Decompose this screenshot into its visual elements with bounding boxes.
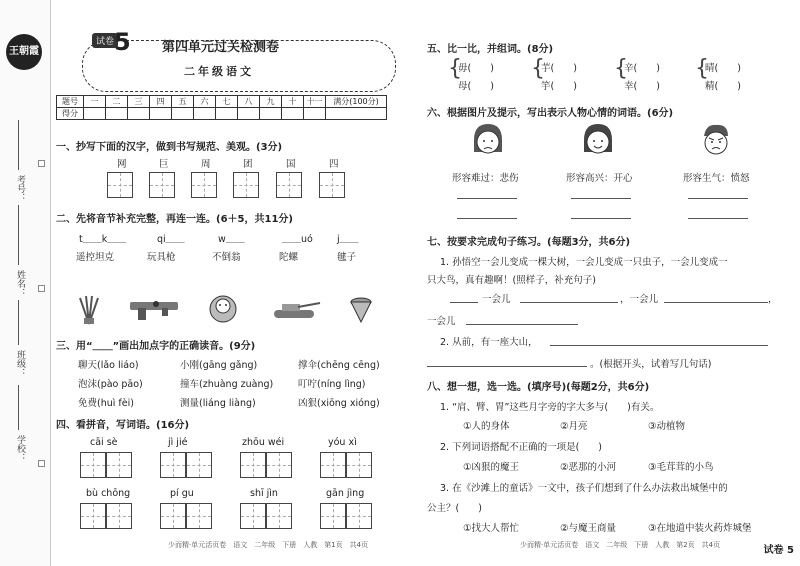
- mood-hint: 形容生气：愤怒: [683, 173, 750, 184]
- score-cell[interactable]: [216, 108, 238, 120]
- score-cell[interactable]: [304, 108, 326, 120]
- score-header-cell: 十一: [304, 96, 326, 108]
- toy-word: 遥控坦克: [76, 252, 115, 263]
- question-text: ，: [768, 294, 778, 305]
- binding-hole: [38, 160, 45, 167]
- mood-hint: 形容高兴：开心: [566, 173, 633, 184]
- compare-word[interactable]: 芋( ): [541, 63, 577, 74]
- pinyin-prompt: yóu xì: [328, 437, 357, 448]
- copy-char: 国: [286, 159, 296, 170]
- option[interactable]: ③毛茸茸的小鸟: [648, 462, 714, 473]
- copy-char: 周: [201, 159, 211, 170]
- pinyin-prompt: gān jìng: [326, 488, 365, 499]
- score-header-cell: 八: [238, 96, 260, 108]
- answer-line[interactable]: [688, 198, 748, 199]
- option[interactable]: ②恶那的小河: [560, 462, 617, 473]
- school-label: 学校：: [15, 435, 25, 462]
- score-header-cell: 九: [260, 96, 282, 108]
- copy-char: 巨: [159, 159, 169, 170]
- footer-right: 少而精·单元活页卷 语文 二年级 下册 人教 第2页 共4页: [520, 541, 721, 549]
- writing-grid[interactable]: [107, 172, 133, 198]
- toy-tank-icon: [268, 298, 324, 322]
- compare-word[interactable]: 幸( ): [624, 81, 660, 92]
- name-line: [18, 205, 19, 265]
- writing-grid[interactable]: [266, 452, 292, 478]
- score-cell[interactable]: [238, 108, 260, 120]
- section-4-title: 四、看拼音，写词语。(16分): [56, 420, 190, 431]
- writing-grid[interactable]: [106, 452, 132, 478]
- sad-girl-icon: [470, 122, 506, 160]
- question-text: 2. 从前，有一座大山，: [440, 337, 538, 348]
- class-line: [18, 300, 19, 345]
- footer-left: 少而精·单元活页卷 语文 二年级 下册 人教 第1页 共4页: [168, 541, 369, 549]
- option[interactable]: ①人的身体: [463, 421, 510, 432]
- page-badge: 试卷 5: [763, 545, 794, 556]
- score-row: [57, 108, 387, 120]
- question-hint: 。(根据开头，试着写几句话): [590, 359, 712, 370]
- pinyin-choice[interactable]: 免费(huì fèi): [78, 398, 134, 409]
- score-header-cell: 二: [106, 96, 128, 108]
- pinyin-choice[interactable]: 泡沫(pào pāo): [78, 379, 143, 390]
- score-header-cell: 四: [150, 96, 172, 108]
- answer-line[interactable]: [664, 302, 768, 303]
- pinyin-choice[interactable]: 小刚(gāng gǎng): [180, 360, 258, 371]
- pinyin-choice[interactable]: 叮咛(níng lìng): [298, 379, 366, 390]
- section-3-title: 三、用“＿＿”画出加点字的正确读音。(9分): [56, 341, 256, 352]
- tumbler-doll-icon: [206, 290, 240, 324]
- answer-line[interactable]: [450, 302, 478, 303]
- writing-grid[interactable]: [320, 503, 346, 529]
- compare-word[interactable]: 精( ): [705, 81, 741, 92]
- score-cell[interactable]: [150, 108, 172, 120]
- compare-word[interactable]: 毋( ): [458, 63, 494, 74]
- question-text: 1. 孙悟空一会儿变成一棵大树，一会儿变成一只虫子，一会儿变成一: [440, 257, 728, 268]
- answer-line[interactable]: [427, 366, 587, 367]
- score-header-cell: 五: [172, 96, 194, 108]
- option[interactable]: ③在地道中装火药炸城堡: [648, 523, 752, 534]
- pinyin-prompt: shī jìn: [250, 488, 278, 499]
- name-label: 姓名：: [15, 270, 25, 297]
- pinyin-prompt: pí gu: [170, 488, 194, 499]
- score-header-cell: 十: [282, 96, 304, 108]
- score-header-cell: 七: [216, 96, 238, 108]
- writing-grid[interactable]: [233, 172, 259, 198]
- writing-grid[interactable]: [186, 452, 212, 478]
- page-subtitle: 二年级语文: [184, 65, 254, 78]
- toy-gun-icon: [128, 296, 186, 322]
- toy-word: 毽子: [337, 252, 357, 263]
- score-cell[interactable]: [282, 108, 304, 120]
- score-header-cell: 题号: [57, 96, 84, 108]
- pinyin-prompt: zhōu wéi: [242, 437, 285, 448]
- option[interactable]: ②月亮: [560, 421, 588, 432]
- score-cell[interactable]: [194, 108, 216, 120]
- score-cell[interactable]: [260, 108, 282, 120]
- writing-grid[interactable]: [80, 503, 106, 529]
- binding-strip: [0, 0, 51, 566]
- question-text: 公主？( ): [427, 503, 482, 514]
- score-header-row: [57, 96, 387, 108]
- class-label: 班级：: [15, 350, 25, 377]
- writing-grid[interactable]: [191, 172, 217, 198]
- page-title: 第四单元过关检测卷: [162, 40, 280, 55]
- compare-word[interactable]: 晴( ): [705, 63, 741, 74]
- exam-number-label: 考号：: [15, 175, 25, 202]
- score-cell[interactable]: [172, 108, 194, 120]
- brace: {: [695, 56, 709, 81]
- writing-grid[interactable]: [160, 452, 186, 478]
- copy-char: 网: [117, 159, 127, 170]
- writing-grid[interactable]: [276, 172, 302, 198]
- syllable-blank[interactable]: j＿＿: [337, 234, 359, 245]
- writing-grid[interactable]: [346, 503, 372, 529]
- question-text: 一会儿: [427, 316, 456, 327]
- question-text: 一会儿: [482, 294, 511, 305]
- brace: {: [531, 56, 545, 81]
- header-badge: 试卷: [92, 33, 118, 48]
- section-2-title: 二、先将音节补充完整，再连一连。(6＋5，共11分): [56, 214, 293, 225]
- pinyin-choice[interactable]: 测量(liáng liàng): [180, 398, 256, 409]
- question-text: 只大鸟，真有趣啊！(照样子，补充句子): [427, 275, 596, 286]
- question-text: 1. “肩、臂、胃”这些月字旁的字大多与( )有关。: [440, 402, 660, 413]
- brace: {: [448, 56, 462, 81]
- score-table: [56, 95, 387, 120]
- answer-line[interactable]: [457, 198, 517, 199]
- section-6-title: 六、根据图片及提示，写出表示人物心情的词语。(6分): [427, 108, 674, 119]
- option[interactable]: ①凶狠的魔王: [463, 462, 520, 473]
- binding-hole: [38, 285, 45, 292]
- question-text: 3. 在《沙滩上的童话》一文中，孩子们想到了什么办法救出城堡中的: [440, 483, 728, 494]
- pinyin-choice[interactable]: 撞车(zhuàng zuàng): [180, 379, 274, 390]
- writing-grid[interactable]: [80, 452, 106, 478]
- syllable-blank[interactable]: w＿＿: [218, 234, 245, 245]
- writing-grid[interactable]: [266, 503, 292, 529]
- compare-word[interactable]: 母( ): [458, 81, 494, 92]
- pinyin-prompt: cāi sè: [90, 437, 118, 448]
- copy-char: 四: [329, 159, 339, 170]
- score-cell[interactable]: [128, 108, 150, 120]
- writing-grid[interactable]: [149, 172, 175, 198]
- mood-hint: 形容难过：悲伤: [452, 173, 519, 184]
- option[interactable]: ②与魔王商量: [560, 523, 617, 534]
- toy-word: 玩具枪: [147, 252, 176, 263]
- question-text: 2. 下列词语搭配不正确的一项是( ): [440, 442, 602, 453]
- syllable-blank[interactable]: t＿＿k＿＿: [79, 234, 127, 245]
- binding-hole: [38, 460, 45, 467]
- answer-line[interactable]: [688, 218, 748, 219]
- compare-word[interactable]: 辛( ): [624, 63, 660, 74]
- score-header-cell: 一: [84, 96, 106, 108]
- pinyin-prompt: jì jié: [168, 437, 188, 448]
- score-header-cell: 六: [194, 96, 216, 108]
- brace: {: [614, 56, 628, 81]
- score-cell[interactable]: [326, 108, 387, 120]
- option[interactable]: ③动植物: [648, 421, 686, 432]
- brand-logo: 王朝霞: [6, 34, 42, 70]
- score-cell[interactable]: [84, 108, 106, 120]
- angry-boy-icon: [698, 122, 734, 160]
- happy-girl-icon: [580, 122, 616, 160]
- section-8-title: 八、想一想，选一选。(填序号)(每题2分，共6分): [427, 382, 650, 393]
- answer-line[interactable]: [466, 324, 578, 325]
- answer-line[interactable]: [571, 218, 631, 219]
- writing-grid[interactable]: [346, 452, 372, 478]
- school-line: [18, 385, 19, 430]
- pinyin-choice[interactable]: 凶狠(xiōng xióng): [298, 398, 380, 409]
- score-header-cell: 满分(100分): [326, 96, 387, 108]
- writing-grid[interactable]: [320, 452, 346, 478]
- toy-word: 不倒翁: [212, 252, 241, 263]
- answer-line[interactable]: [571, 198, 631, 199]
- writing-grid[interactable]: [186, 503, 212, 529]
- writing-grid[interactable]: [240, 503, 266, 529]
- writing-grid[interactable]: [106, 503, 132, 529]
- copy-char: 团: [243, 159, 253, 170]
- writing-grid[interactable]: [319, 172, 345, 198]
- exam-number-line: [18, 120, 19, 170]
- section-7-title: 七、按要求完成句子练习。(每题3分，共6分): [427, 237, 631, 248]
- answer-line[interactable]: [457, 218, 517, 219]
- score-cell[interactable]: [106, 108, 128, 120]
- pinyin-prompt: bù chōng: [86, 488, 131, 499]
- pinyin-choice[interactable]: 撑伞(chēng cēng): [298, 360, 380, 371]
- answer-line[interactable]: [550, 345, 768, 346]
- score-header-cell: 三: [128, 96, 150, 108]
- question-text: ，一会儿: [620, 294, 659, 305]
- syllable-blank[interactable]: qi＿＿: [157, 234, 185, 245]
- section-5-title: 五、比一比，并组词。(8分): [427, 44, 554, 55]
- pinyin-choice[interactable]: 聊天(lǎo liáo): [78, 360, 139, 371]
- test-number: 5: [114, 28, 131, 56]
- shuttlecock-icon: [74, 292, 104, 326]
- writing-grid[interactable]: [160, 503, 186, 529]
- spinning-top-icon: [348, 294, 374, 324]
- option[interactable]: ①找大人帮忙: [463, 523, 520, 534]
- writing-grid[interactable]: [240, 452, 266, 478]
- answer-line[interactable]: [520, 302, 618, 303]
- syllable-blank[interactable]: ＿＿uó: [282, 234, 313, 245]
- section-1-title: 一、抄写下面的汉字，做到书写规范、美观。(3分): [56, 142, 283, 153]
- score-label: 得分: [57, 108, 84, 120]
- toy-word: 陀螺: [279, 252, 299, 263]
- compare-word[interactable]: 竽( ): [541, 81, 577, 92]
